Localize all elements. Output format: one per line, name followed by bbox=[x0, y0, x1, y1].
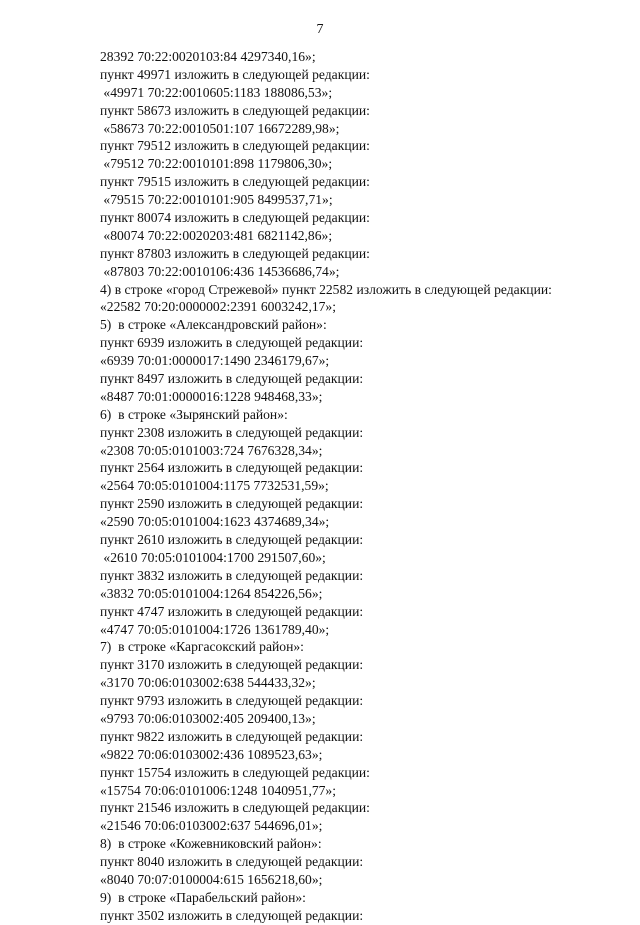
text-line: «79515 70:22:0010101:905 8499537,71»; bbox=[100, 192, 333, 208]
text-line: «58673 70:22:0010501:107 16672289,98»; bbox=[100, 120, 340, 136]
text-line: «8040 70:07:0100004:615 1656218,60»; bbox=[100, 871, 323, 887]
text-line: «3832 70:05:0101004:1264 854226,56»; bbox=[100, 585, 323, 601]
text-line: «87803 70:22:0010106:436 14536686,74»; bbox=[100, 263, 340, 279]
text-line: пункт 8497 изложить в следующей редакции: bbox=[100, 371, 364, 387]
text-line: 9) в строке «Парабельский район»: bbox=[100, 889, 306, 905]
text-line: «3170 70:06:0103002:638 544433,32»; bbox=[100, 675, 316, 691]
text-line: 6) в строке «Зырянский район»: bbox=[100, 406, 288, 422]
text-line: «2590 70:05:0101004:1623 4374689,34»; bbox=[100, 514, 330, 530]
text-line: пункт 2308 изложить в следующей редакции: bbox=[100, 424, 364, 440]
text-line: пункт 6939 изложить в следующей редакции: bbox=[100, 335, 364, 351]
text-line: 8) в строке «Кожевниковский район»: bbox=[100, 836, 322, 852]
page-number: 7 bbox=[316, 22, 324, 37]
text-line: пункт 2590 изложить в следующей редакции: bbox=[100, 496, 364, 512]
text-line: «2564 70:05:0101004:1175 7732531,59»; bbox=[100, 478, 329, 494]
text-line: 7) в строке «Каргасокский район»: bbox=[100, 639, 304, 655]
text-line: пункт 3170 изложить в следующей редакции: bbox=[100, 657, 364, 673]
text-line: «8487 70:01:0000016:1228 948468,33»; bbox=[100, 388, 323, 404]
text-line: 28392 70:22:0020103:84 4297340,16»; bbox=[100, 49, 316, 64]
text-line: «6939 70:01:0000017:1490 2346179,67»; bbox=[100, 353, 330, 369]
text-line: пункт 4747 изложить в следующей редакции: bbox=[100, 603, 364, 619]
text-line: «79512 70:22:0010101:898 1179806,30»; bbox=[100, 156, 333, 172]
document-body bbox=[100, 48, 620, 925]
text-line: «9822 70:06:0103002:436 1089523,63»; bbox=[100, 746, 323, 762]
text-line: пункт 3832 изложить в следующей редакции: bbox=[100, 567, 364, 583]
text-line: пункт 2610 изложить в следующей редакции: bbox=[100, 532, 364, 548]
text-line: «9793 70:06:0103002:405 209400,13»; bbox=[100, 710, 316, 726]
text-line: пункт 8040 изложить в следующей редакции: bbox=[100, 854, 364, 870]
text-line: 4) в строке «город Стрежевой» пункт 22582 изложить в следующей редакции: bbox=[100, 281, 552, 297]
text-line: пункт 3502 изложить в следующей редакции: bbox=[100, 907, 364, 923]
text-line: пункт 15754 изложить в следующей редакции: bbox=[100, 764, 370, 780]
text-line: «2308 70:05:0101003:724 7676328,34»; bbox=[100, 442, 323, 458]
text-line: «49971 70:22:0010605:1183 188086,53»; bbox=[100, 84, 333, 100]
text-line: «4747 70:05:0101004:1726 1361789,40»; bbox=[100, 621, 330, 637]
text-line: пункт 79512 изложить в следующей редакции: bbox=[100, 138, 370, 154]
text-line: пункт 87803 изложить в следующей редакции: bbox=[100, 245, 370, 261]
text-line: пункт 9822 изложить в следующей редакции: bbox=[100, 728, 364, 744]
text-line: 5) в строке «Александровский район»: bbox=[100, 317, 327, 333]
text-line: пункт 21546 изложить в следующей редакции: bbox=[100, 800, 370, 816]
text-line: «21546 70:06:0103002:637 544696,01»; bbox=[100, 818, 323, 834]
text-line: «15754 70:06:0101006:1248 1040951,77»; bbox=[100, 782, 337, 798]
text-line: «22582 70:20:0000002:2391 6003242,17»; bbox=[100, 299, 337, 315]
text-line: пункт 49971 изложить в следующей редакции: bbox=[100, 66, 370, 82]
text-line: пункт 58673 изложить в следующей редакции: bbox=[100, 102, 370, 118]
text-line: «2610 70:05:0101004:1700 291507,60»; bbox=[100, 549, 326, 565]
text-line: «80074 70:22:0020203:481 6821142,86»; bbox=[100, 227, 333, 243]
text-line: пункт 79515 изложить в следующей редакции: bbox=[100, 174, 370, 190]
text-line: пункт 9793 изложить в следующей редакции: bbox=[100, 693, 364, 709]
text-line: пункт 2564 изложить в следующей редакции: bbox=[100, 460, 364, 476]
text-line: пункт 80074 изложить в следующей редакции: bbox=[100, 210, 370, 226]
